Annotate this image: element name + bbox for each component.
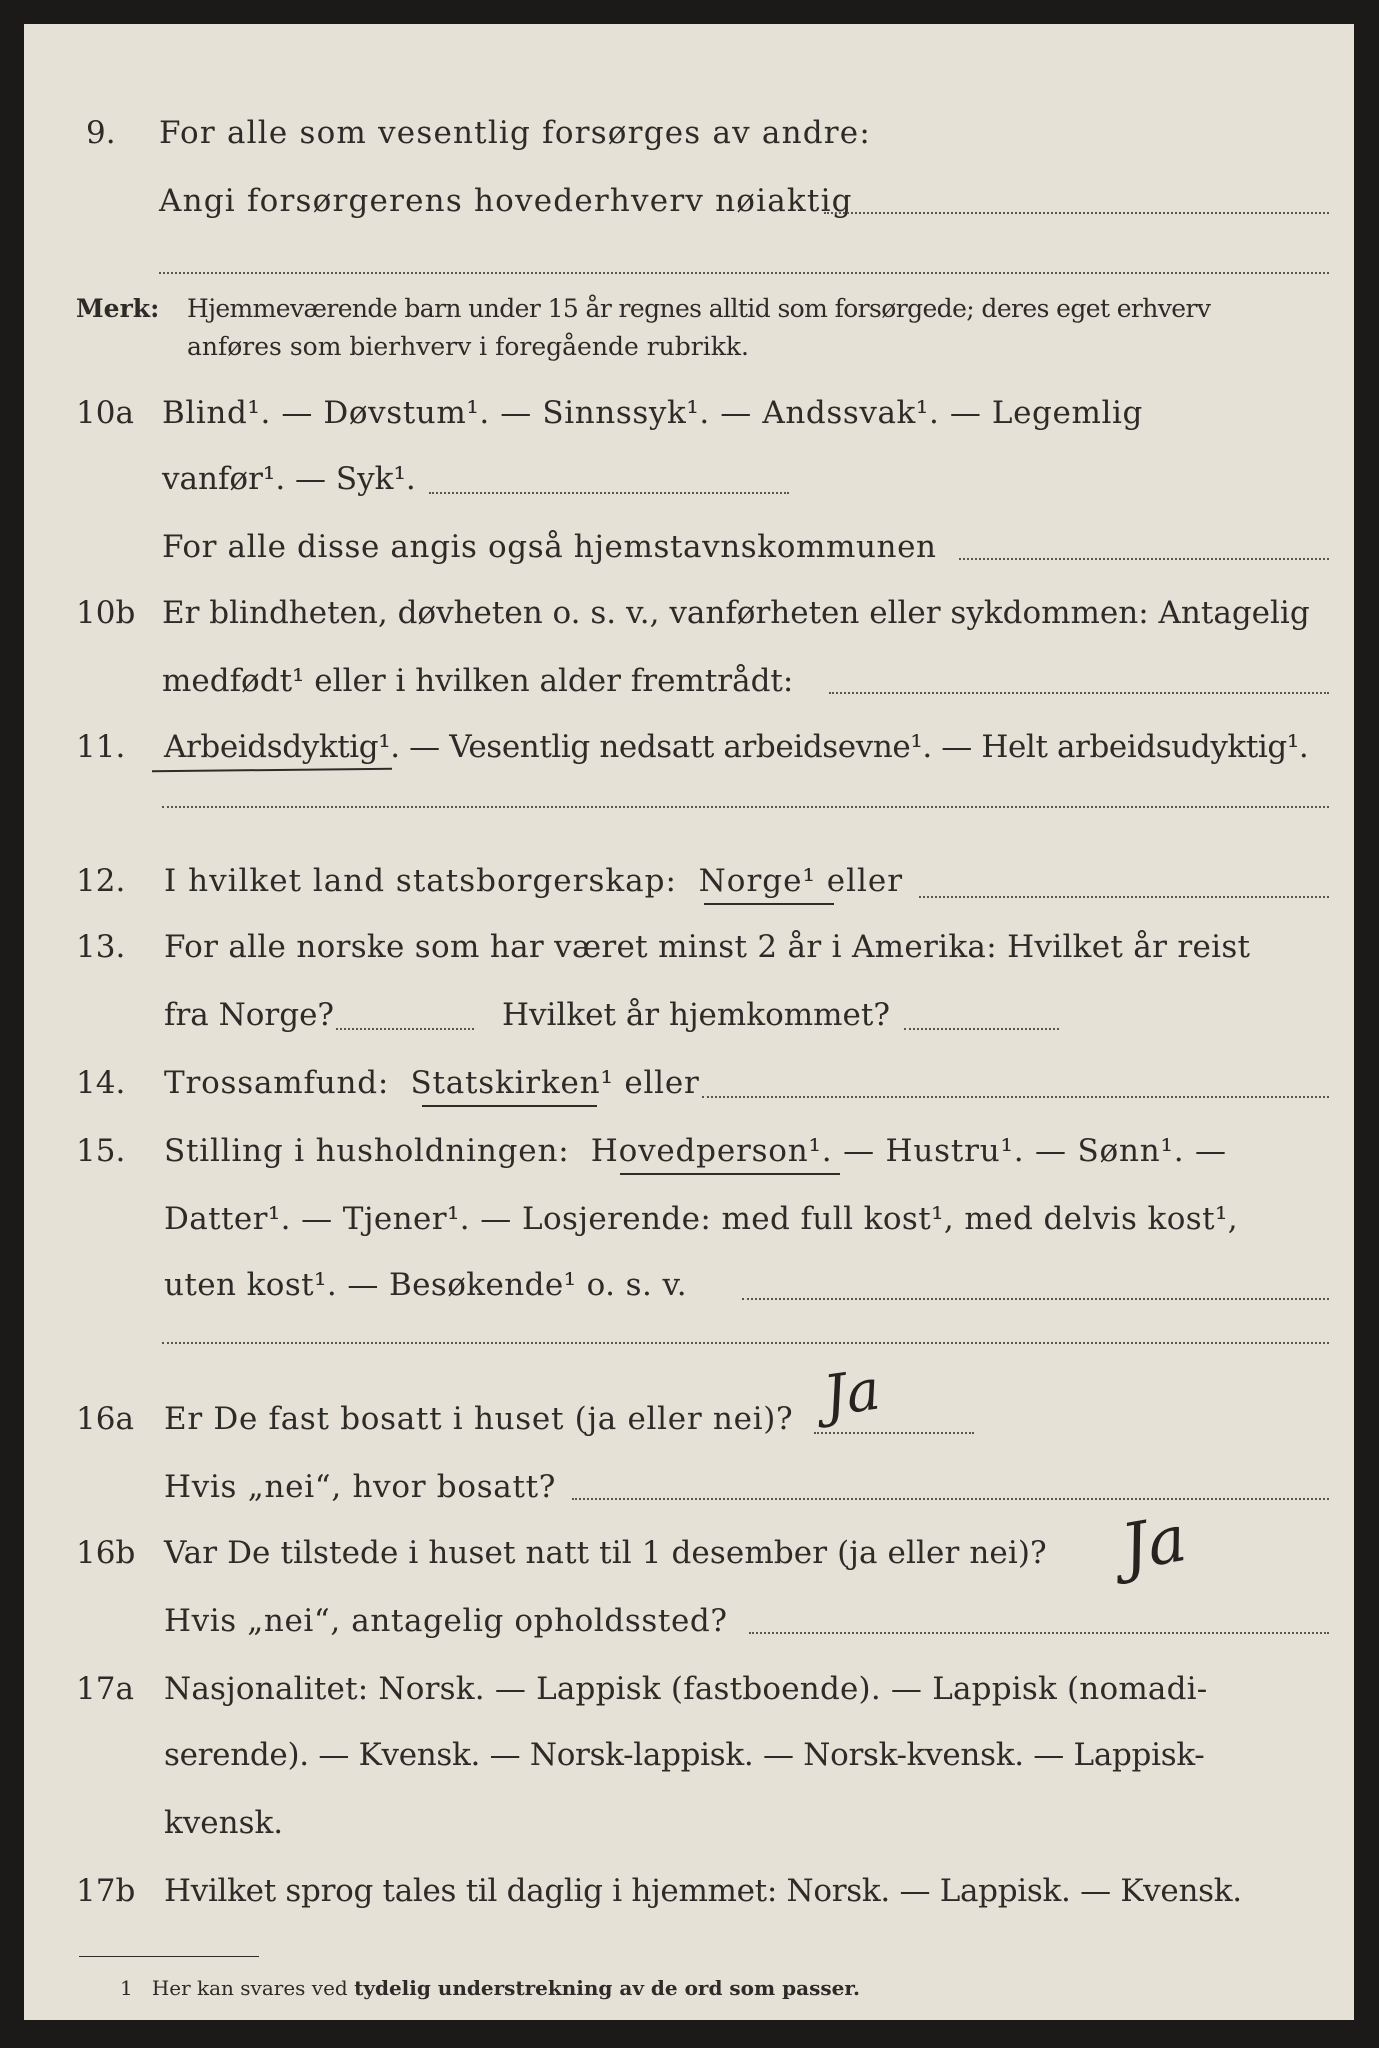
- q16b-answer-line: [749, 1632, 1329, 1634]
- q16b-number: 16b: [76, 1535, 136, 1571]
- q16a-answer-line: [814, 1432, 974, 1434]
- q17b-number: 17b: [76, 1873, 136, 1909]
- q9-number: 9.: [86, 115, 116, 151]
- q15-options-rest: ¹. — Hustru¹. — Sønn¹. —: [808, 1133, 1227, 1169]
- q17a-line2: serende). — Kvensk. — Norsk-lappisk. — Norsk-kvensk. — Lappisk-: [164, 1737, 1205, 1773]
- q14-number: 14.: [76, 1065, 126, 1101]
- q16a-answer-line-2: [572, 1498, 1329, 1500]
- footnote-bold-text: tydelig understrekning av de ord som passer.: [354, 1976, 860, 2000]
- q12-tail: ¹ eller: [802, 863, 904, 899]
- q15-line1: [164, 1133, 1227, 1169]
- q10a-number: 10a: [76, 395, 134, 431]
- q16a-line1: Er De fast bosatt i huset (ja eller nei)?: [164, 1401, 794, 1437]
- q17a-number: 17a: [76, 1671, 134, 1707]
- q9-answer-line: [824, 212, 1329, 214]
- q14-option-statskirken: Statskirken: [410, 1065, 601, 1101]
- q12-number: 12.: [76, 863, 126, 899]
- q12-underline-mark: [704, 903, 834, 905]
- q10b-line2: medfødt¹ eller i hvilken alder fremtrådt:: [162, 663, 794, 699]
- q10b-line1: Er blindheten, døvheten o. s. v., vanførheten eller sykdommen: Antagelig: [162, 595, 1310, 631]
- q16b-line2: Hvis „nei“, antagelig opholdssted?: [164, 1603, 728, 1639]
- q10a-line3: For alle disse angis også hjemstavnskommunen: [162, 529, 937, 565]
- q11-option-arbeidsdyktig: Arbeidsdyktig: [164, 729, 379, 765]
- q13-part1: fra Norge?: [164, 997, 335, 1033]
- q15-number: 15.: [76, 1133, 126, 1169]
- q17a-line3: kvensk.: [164, 1805, 284, 1841]
- q10a-answer-line: [429, 492, 789, 494]
- q12-line: [164, 863, 904, 899]
- q16b-line1: Var De tilstede i huset natt til 1 desember (ja eller nei)?: [164, 1535, 1047, 1571]
- q16a-handwritten-answer: Ja: [819, 1357, 885, 1430]
- q13-line1: For alle norske som har været minst 2 år i Amerika: Hvilket år reist: [164, 929, 1251, 965]
- q15-answer-line-2: [162, 1342, 1329, 1344]
- q14-line: [164, 1065, 700, 1101]
- q15-underline-mark: [620, 1173, 840, 1175]
- q9-answer-line-2: [159, 272, 1329, 274]
- q10b-answer-line: [829, 692, 1329, 694]
- q11-line: [164, 729, 1309, 765]
- q15-option-hovedperson: Hovedperson: [590, 1133, 809, 1169]
- q13-answer-line-2: [904, 1028, 1059, 1030]
- q13-answer-line-1: [336, 1028, 474, 1030]
- q11-answer-line: [162, 806, 1329, 808]
- q11-options-rest: ¹. — Vesentlig nedsatt arbeidsevne¹. — Helt arbeidsudyktig¹.: [378, 729, 1309, 765]
- q12-prompt: I hvilket land statsborgerskap:: [164, 863, 677, 899]
- q17b-line1: Hvilket sprog tales til daglig i hjemmet: Norsk. — Lappisk. — Kvensk.: [164, 1873, 1242, 1909]
- q10a-answer-line-2: [959, 558, 1329, 560]
- q11-number: 11.: [76, 729, 126, 765]
- merk-line1: Hjemmeværende barn under 15 år regnes alltid som forsørgede; deres eget erhverv: [187, 294, 1211, 323]
- q10a-line1: Blind¹. — Døvstum¹. — Sinnssyk¹. — Andssvak¹. — Legemlig: [162, 395, 1143, 431]
- q10a-line2: vanfør¹. — Syk¹.: [162, 461, 416, 497]
- q14-underline-mark: [422, 1105, 597, 1107]
- q15-prompt: Stilling i husholdningen:: [164, 1133, 570, 1169]
- q14-answer-line: [702, 1096, 1329, 1098]
- census-form-page: [24, 24, 1354, 2020]
- footnote-mark: 1: [120, 1976, 133, 2000]
- footnote-separator: [79, 1956, 259, 1957]
- footnote-text: Her kan svares ved: [151, 1976, 348, 2000]
- q12-answer-line: [919, 896, 1329, 898]
- q13-number: 13.: [76, 929, 126, 965]
- footnote: [120, 1978, 860, 1998]
- q11-underline-mark: [152, 768, 392, 773]
- q15-line3: uten kost¹. — Besøkende¹ o. s. v.: [164, 1267, 687, 1303]
- q12-option-norge: Norge: [698, 863, 803, 899]
- q10b-number: 10b: [76, 595, 136, 631]
- q17a-line1: Nasjonalitet: Norsk. — Lappisk (fastboende). — Lappisk (nomadi-: [164, 1671, 1208, 1707]
- merk-label: Merk:: [76, 294, 160, 323]
- q14-tail: ¹ eller: [600, 1065, 700, 1101]
- q15-answer-line: [742, 1298, 1329, 1300]
- q15-line2: Datter¹. — Tjener¹. — Losjerende: med full kost¹, med delvis kost¹,: [164, 1201, 1239, 1237]
- q16b-handwritten-answer: Ja: [1116, 1502, 1192, 1586]
- merk-line2: anføres som bierhverv i foregående rubrikk.: [187, 332, 749, 361]
- q9-line1: For alle som vesentlig forsørges av andre:: [159, 115, 871, 151]
- q13-part2: Hvilket år hjemkommet?: [502, 997, 890, 1033]
- q16a-number: 16a: [76, 1401, 134, 1437]
- q14-prompt: Trossamfund:: [164, 1065, 390, 1101]
- q16a-line2: Hvis „nei“, hvor bosatt?: [164, 1469, 557, 1505]
- q9-line2: Angi forsørgerens hovederhverv nøiaktig: [159, 183, 853, 219]
